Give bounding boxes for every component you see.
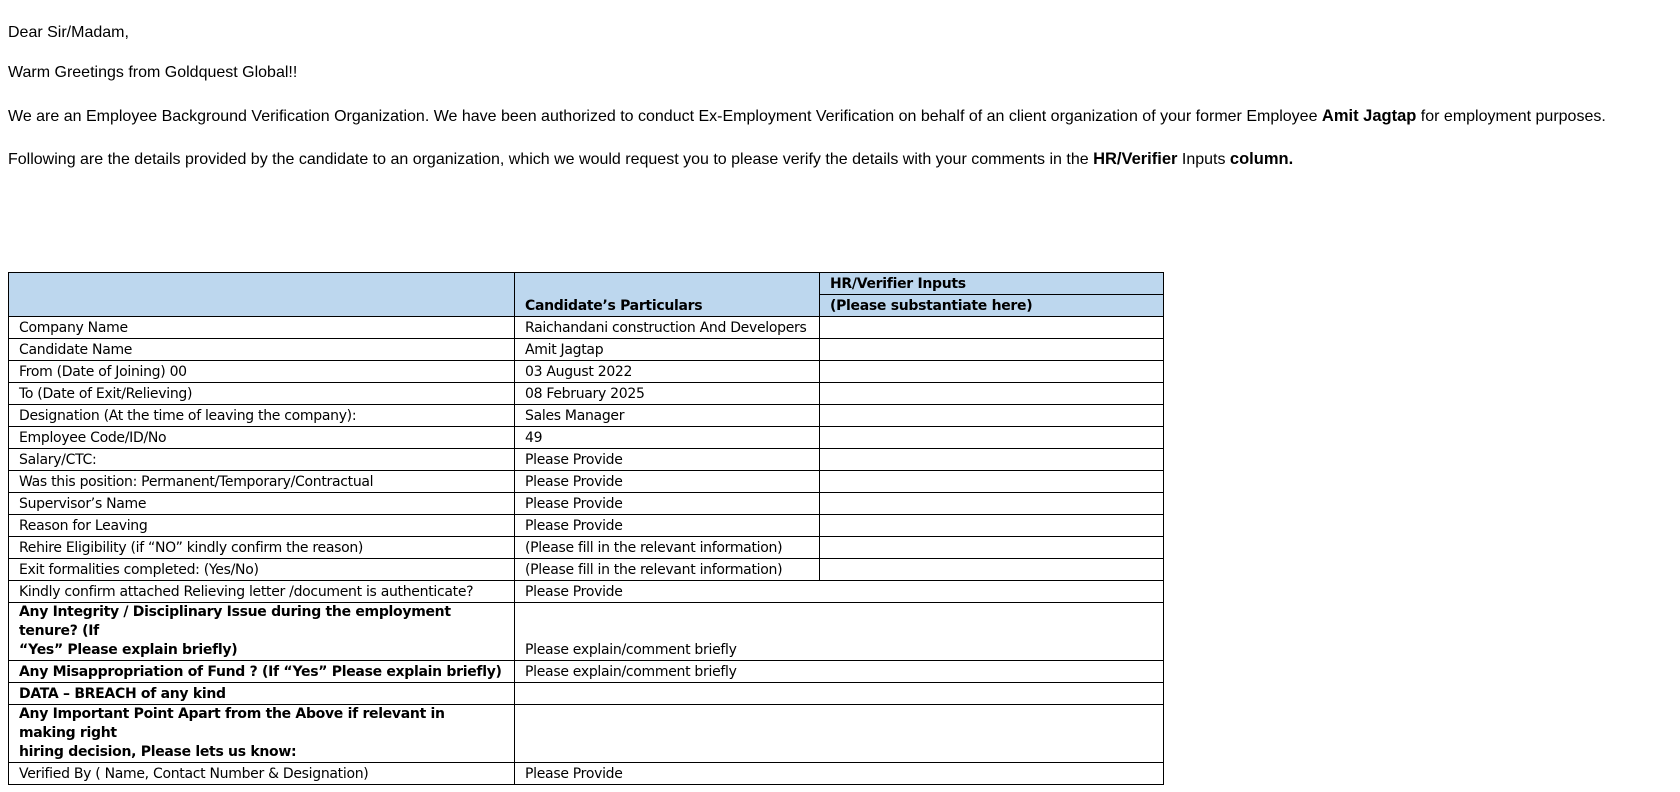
row-label: To (Date of Exit/Relieving) <box>9 383 515 405</box>
table-row <box>9 383 1164 405</box>
hr-verifier-emphasis: HR/Verifier <box>1093 150 1178 168</box>
hr-input-cell[interactable] <box>820 317 1164 339</box>
hr-input-cell[interactable] <box>820 361 1164 383</box>
hr-input-cell[interactable] <box>820 383 1164 405</box>
table-row <box>9 559 1164 581</box>
table-row <box>9 537 1164 559</box>
table-row <box>9 449 1164 471</box>
row-label: Reason for Leaving <box>9 515 515 537</box>
hr-input-cell[interactable] <box>820 493 1164 515</box>
table-row <box>9 603 1164 661</box>
table-row <box>9 763 1164 785</box>
row-label: From (Date of Joining) 00 <box>9 361 515 383</box>
hr-input-cell[interactable] <box>820 339 1164 361</box>
row-label: Kindly confirm attached Relieving letter /document is authenticate? <box>9 581 515 603</box>
row-label: Exit formalities completed: (Yes/No) <box>9 559 515 581</box>
table-row <box>9 493 1164 515</box>
row-label <box>9 705 515 763</box>
table-row <box>9 471 1164 493</box>
employee-name: Amit Jagtap <box>1321 107 1417 125</box>
row-value: (Please fill in the relevant information) <box>515 559 820 581</box>
row-label-line: Any Important Point Apart from the Above if relevant in making right <box>19 706 445 741</box>
intro-text-end: for employment purposes. <box>1416 108 1606 125</box>
row-label: Salary/CTC: <box>9 449 515 471</box>
row-value: (Please fill in the relevant information) <box>515 537 820 559</box>
row-label: Any Misappropriation of Fund ? (If “Yes” Please explain briefly) <box>9 661 515 683</box>
row-value[interactable]: Please explain/comment briefly <box>515 661 1164 683</box>
table-row <box>9 427 1164 449</box>
row-label <box>9 603 515 661</box>
row-label-line: hiring decision, Please lets us know: <box>19 744 297 760</box>
row-value[interactable]: Please explain/comment briefly <box>515 603 1164 661</box>
row-label: DATA – BREACH of any kind <box>9 683 515 705</box>
hr-input-cell[interactable] <box>820 537 1164 559</box>
hr-input-cell[interactable] <box>820 449 1164 471</box>
table-row <box>9 515 1164 537</box>
header-blank-cell <box>9 273 515 317</box>
row-value[interactable] <box>515 683 1164 705</box>
request-text-mid: Inputs <box>1177 151 1230 168</box>
header-substantiate: (Please substantiate here) <box>820 295 1164 317</box>
table-row <box>9 317 1164 339</box>
table-header-row-1 <box>9 273 1164 295</box>
row-label-line: “Yes” Please explain briefly) <box>19 642 238 658</box>
row-label: Designation (At the time of leaving the company): <box>9 405 515 427</box>
row-value: Raichandani construction And Developers <box>515 317 820 339</box>
row-value: Please Provide <box>515 449 820 471</box>
intro-paragraph <box>8 106 1606 127</box>
row-value: Sales Manager <box>515 405 820 427</box>
row-value: 49 <box>515 427 820 449</box>
hr-input-cell[interactable] <box>820 559 1164 581</box>
salutation: Dear Sir/Madam, <box>8 24 129 41</box>
row-label: Rehire Eligibility (if “NO” kindly confirm the reason) <box>9 537 515 559</box>
row-label: Employee Code/ID/No <box>9 427 515 449</box>
row-value: Please Provide <box>515 515 820 537</box>
request-text: Following are the details provided by the candidate to an organization, which we would request you to please verify the details with your comments in the <box>8 151 1094 168</box>
table-row <box>9 705 1164 763</box>
row-label-line: Any Integrity / Disciplinary Issue during the employment tenure? (If <box>19 604 451 639</box>
row-value[interactable]: Please Provide <box>515 763 1164 785</box>
row-value[interactable] <box>515 705 1164 763</box>
row-value[interactable]: Please Provide <box>515 581 1164 603</box>
table-row <box>9 405 1164 427</box>
verification-table <box>8 272 1164 785</box>
column-emphasis: column. <box>1229 150 1294 168</box>
row-value: Please Provide <box>515 493 820 515</box>
table-row <box>9 361 1164 383</box>
row-label: Verified By ( Name, Contact Number & Designation) <box>9 763 515 785</box>
greeting: Warm Greetings from Goldquest Global!! <box>8 64 298 81</box>
row-value: 03 August 2022 <box>515 361 820 383</box>
table-row <box>9 581 1164 603</box>
row-value: Please Provide <box>515 471 820 493</box>
header-candidate-particulars: Candidate’s Particulars <box>515 273 820 317</box>
hr-input-cell[interactable] <box>820 427 1164 449</box>
table-row <box>9 683 1164 705</box>
row-label: Company Name <box>9 317 515 339</box>
row-value: 08 February 2025 <box>515 383 820 405</box>
table-row <box>9 661 1164 683</box>
row-label: Candidate Name <box>9 339 515 361</box>
row-label: Supervisor’s Name <box>9 493 515 515</box>
hr-input-cell[interactable] <box>820 471 1164 493</box>
request-paragraph <box>8 149 1293 170</box>
row-label: Was this position: Permanent/Temporary/Contractual <box>9 471 515 493</box>
header-hr-verifier-inputs: HR/Verifier Inputs <box>820 273 1164 295</box>
hr-input-cell[interactable] <box>820 515 1164 537</box>
hr-input-cell[interactable] <box>820 405 1164 427</box>
table-row <box>9 339 1164 361</box>
intro-text: We are an Employee Background Verification Organization. We have been authorized to conduct Ex-Employment Verification on behalf of an client organization of your former Employee <box>8 108 1322 125</box>
row-value: Amit Jagtap <box>515 339 820 361</box>
